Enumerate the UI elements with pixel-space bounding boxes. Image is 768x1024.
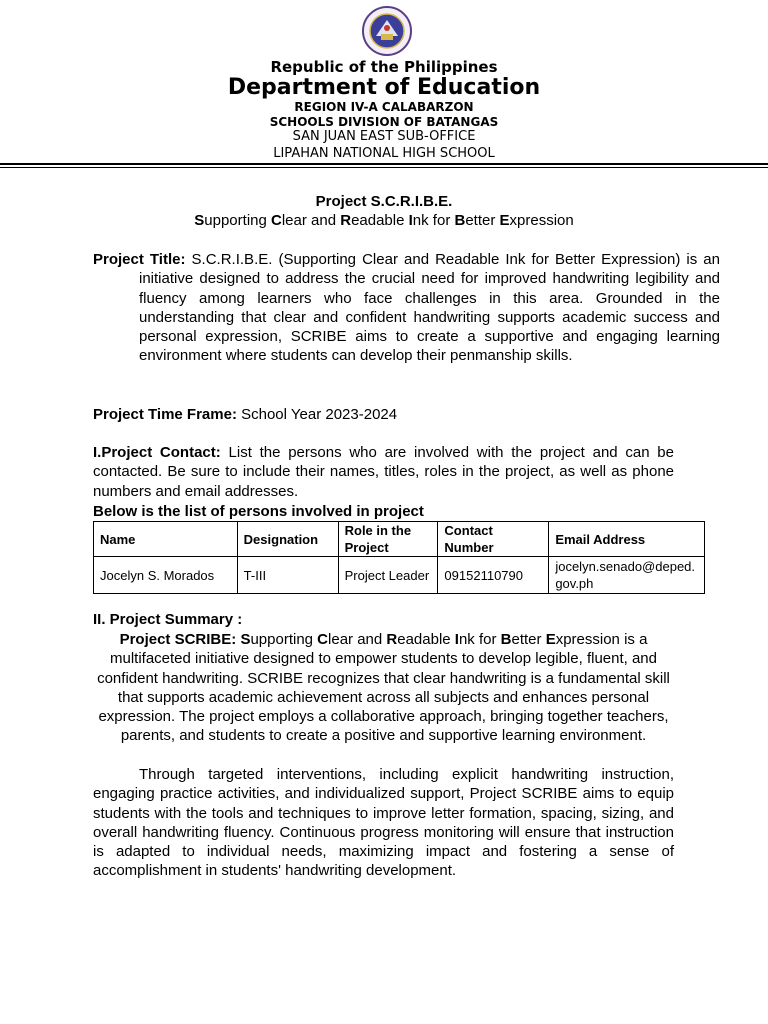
project-contact-label: I.Project Contact: [93,444,221,461]
project-summary-heading: II. Project Summary : [93,611,243,628]
region-label: REGION IV-A CALABARZON [294,100,474,114]
acronym-rest: etter [465,212,500,229]
time-frame-value: School Year 2023-2024 [236,406,398,423]
acronym-rest: nk for [412,212,455,229]
column-header-email: Email Address [549,522,705,557]
project-summary-lead [93,630,674,746]
department-title: Department of Education [227,75,541,100]
cell-contact-number: 09152110790 [438,557,549,594]
acronym-rest: lear and [281,212,341,229]
project-title-label: Project Title: [93,251,186,268]
acronym-initial: E [545,631,556,648]
table-row [94,557,705,594]
acronym-rest: upporting [204,212,271,229]
summary-lead-text: is a multifaceted initiative designed to empower students to develop legible, fluent, and confident handwriting. SCRIBE recognizes that clear handwriting is a fundamental skill that supports academic achievement across all subjects and enhances personal expression. The project employs a collaborative approach, bringing together teachers, parents, and students to create a positive and supportive learning environment. [97,631,670,745]
acronym-initial: E [499,212,510,229]
column-header-role: Role in the Project [338,522,438,557]
acronym-rest: upporting [250,631,318,648]
school-label: LIPAHAN NATIONAL HIGH SCHOOL [273,146,495,161]
acronym-rest: xpression [509,212,574,229]
project-contact-paragraph [93,443,674,501]
project-acronym-expansion [0,212,768,229]
acronym-rest: eadable [351,212,409,229]
acronym-rest: eadable [397,631,455,648]
acronym-rest: nk for [458,631,501,648]
acronym-initial: C [271,212,282,229]
deped-seal-icon [362,6,412,56]
time-frame-paragraph [93,405,674,424]
acronym-rest: lear and [328,631,387,648]
column-header-name: Name [94,522,238,557]
acronym-rest: etter [511,631,546,648]
contacts-list-heading: Below is the list of persons involved in project [93,503,424,520]
contacts-table [93,521,705,594]
acronym-initial: C [317,631,329,648]
acronym-initial: S [194,212,205,229]
time-frame-label: Project Time Frame: [93,406,237,423]
column-header-contact-number: Contact Number [438,522,549,557]
acronym-rest: xpression [555,631,620,648]
cell-role: Project Leader [338,557,438,594]
header-divider-thin [0,167,768,168]
project-name: Project S.C.R.I.B.E. [315,193,453,210]
column-header-designation: Designation [237,522,338,557]
project-title-paragraph [93,250,720,366]
summary-lead-label: Project SCRIBE: [119,631,241,648]
cell-name: Jocelyn S. Morados [94,557,238,594]
acronym-initial: I [408,212,413,229]
acronym-initial: R [386,631,398,648]
header-divider [0,163,768,165]
cell-designation: T-III [237,557,338,594]
project-title-text: S.C.R.I.B.E. (Supporting Clear and Readable Ink for Better Expression) is an initiative designed to address the crucial need for improved handwriting legibility and fluency among learners who face challenges in this area. Grounded in the understanding that clear and confident handwriting supports academic success and personal expression, SCRIBE aims to create a supportive and engaging learning environment where students can develop their penmanship skills. [139,251,720,365]
acronym-initial: R [340,212,352,229]
cell-email: jocelyn.senado@deped.gov.ph [549,557,705,594]
republic-label: Republic of the Philippines [270,58,498,76]
division-label: SCHOOLS DIVISION OF BATANGAS [269,115,499,129]
project-summary-body: Through targeted interventions, including explicit handwriting instruction, engaging practice activities, and individualized support, Project SCRIBE aims to equip students with the tools and techniques to improve letter formation, spacing, sizing, and overall handwriting fluency. Continuous progress monitoring will ensure that instruction is adapted to individual needs, maximizing impact and fostering a sense of accomplishment in students' handwriting development. [93,766,674,880]
acronym-initial: B [454,212,466,229]
project-contact-text: List the persons who are involved with the project and can be contacted. Be sure to include their names, titles, roles in the project, as well as phone numbers and email addresses. [93,444,674,500]
sub-office-label: SAN JUAN EAST SUB-OFFICE [292,129,476,144]
acronym-initial: I [454,631,459,648]
table-header-row [94,522,705,557]
acronym-initial: B [500,631,512,648]
acronym-initial: S [240,631,251,648]
